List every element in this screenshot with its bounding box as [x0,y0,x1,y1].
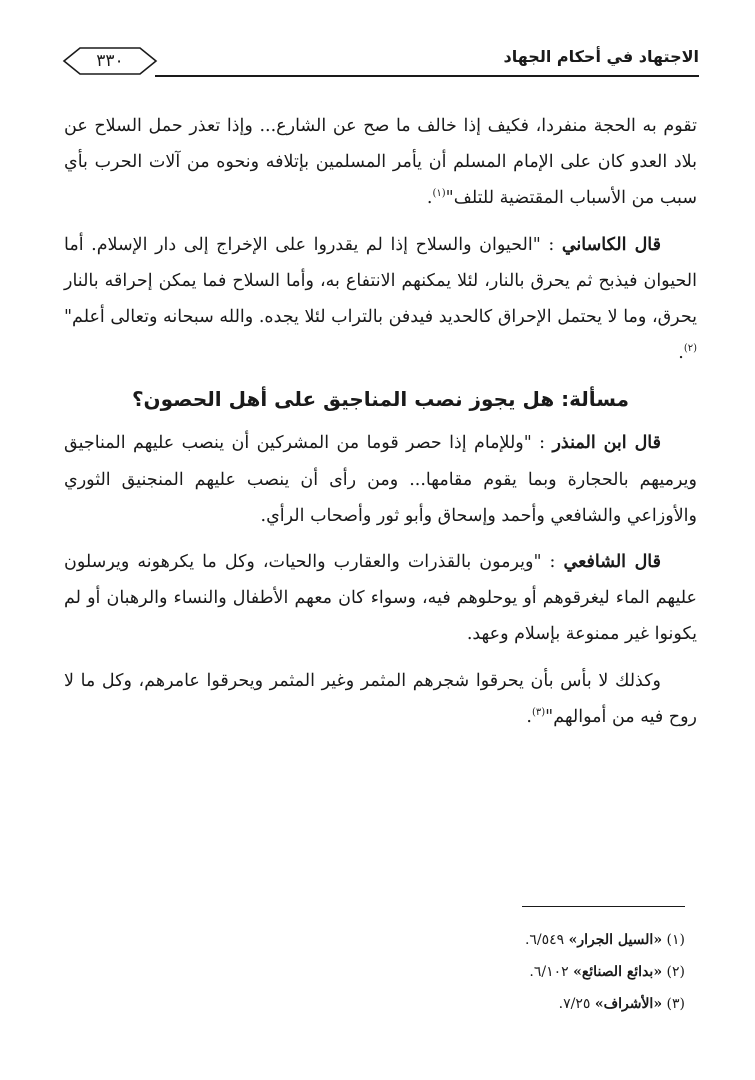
paragraph-5: وكذلك لا بأس بأن يحرقوا شجرهم المثمر وغير المثمر ويحرقوا عامرهم، وكل ما لا روح فيه من أموالهم"$^{(٣)}$. [64,670,697,727]
footnote-1 [185,924,685,956]
paragraph-3-text: : "وللإمام إذا حصر قوما من المشركين أن ينصب عليهم المناجيق ويرميهم بالحجارة وبما يقوم مقامها... ومن رأى أن ينصب عليهم المنجنيق الثوري والأوزاعي والشافعي وأحمد وإسحاق وأبو ثور وأصحاب الرأي. [64,433,697,526]
paragraph-4 [64,544,697,653]
footnotes [185,924,685,1020]
paragraph-2-lead: قال الكاساني [561,234,662,255]
footnote-2-source: «بدائع الصنائع» [573,964,663,980]
footnote-2-ref: ٦/١٠٢. [529,964,569,980]
footnote-ref-3: (٣) [531,707,546,719]
footnote-3-number: (٣) [666,996,685,1012]
page-number: ٣٣٠ [96,51,124,71]
page-body [64,108,697,745]
paragraph-5-text: وكذلك لا بأس بأن يحرقوا شجرهم المثمر وغير المثمر ويحرقوا عامرهم، وكل ما لا روح فيه من أموالهم" [64,670,697,727]
paragraph-1: تقوم به الحجة منفردا، فكيف إذا خالف ما صح عن الشارع... وإذا تعذر حمل السلاح عن بلاد العدو كان على الإمام المسلم أن يأمر المسلمين بإتلافه ونحوه من آلات الحرب بأي سبب من الأسباب المقتضية للتلف"$^{(١)}$. [64,116,697,209]
paragraph-3-lead: قال ابن المنذر [552,433,661,454]
section-heading: مسألة: هل يجوز نصب المناجيق على أهل الحصون؟ [131,387,630,412]
paragraph-4-lead: قال الشافعي [563,552,661,573]
footnote-3-ref: ٧/٢٥. [558,996,591,1012]
paragraph-4-text: : "ويرمون بالقذرات والعقارب والحيات، وكل ما يكرهونه ويرسلون عليهم الماء ليغرقوهم أو يوحلوهم فيه، وسواء كان معهم الأطفال والنساء والرهبان أو لم يكونوا غير ممنوعة بإسلام وعهد. [64,552,697,645]
footnote-1-source: «السيل الجرار» [568,932,663,948]
header-rule [155,75,699,77]
footnote-3 [185,988,685,1020]
paragraph-2-text: : "الحيوان والسلاح إذا لم يقدروا على الإخراج إلى دار الإسلام. أما الحيوان فيذبح ثم يحرق بالنار، لئلا يمكنهم الانتفاع به، وأما السلاح فما يمكن إحراقه بالنار يحرق، وما لا يحتمل الإحراق كالحديد فيدفن بالتراب لئلا يجده. والله سبحانه وتعالى أعلم" [64,234,697,328]
footnote-ref-2: (٢) [683,343,697,355]
footnote-2-number: (٢) [666,964,685,980]
paragraph-1-text: تقوم به الحجة منفردا، فكيف إذا خالف ما صح عن الشارع... وإذا تعذر حمل السلاح عن بلاد العدو كان على الإمام المسلم أن يأمر المسلمين بإتلافه ونحوه من آلات الحرب بأي سبب من الأسباب المقتضية للتلف" [64,116,697,209]
page-number-badge [62,46,158,76]
footnote-3-source: «الأشراف» [594,996,663,1012]
footnote-1-ref: ٦/٥٤٩. [524,932,565,948]
paragraph-3 [64,425,697,534]
footnote-1-number: (١) [666,932,685,948]
footnote-2 [185,956,685,988]
running-title: الاجتهاد في أحكام الجهاد [503,47,699,66]
paragraph-2: قال الكاساني : "الحيوان والسلاح إذا لم يقدروا على الإخراج إلى دار الإسلام. أما الحيوان فيذبح ثم يحرق بالنار، لئلا يمكنهم الانتفاع به، وأما السلاح فما يمكن إحراقه بالنار يحرق، وما لا يحتمل الإحراق كالحديد فيدفن بالتراب لئلا يجده. والله سبحانه وتعالى أعلم"$^{(٢)}$. [64,234,697,364]
footnote-ref-1: (١) [432,188,446,200]
footnote-rule [522,906,685,907]
